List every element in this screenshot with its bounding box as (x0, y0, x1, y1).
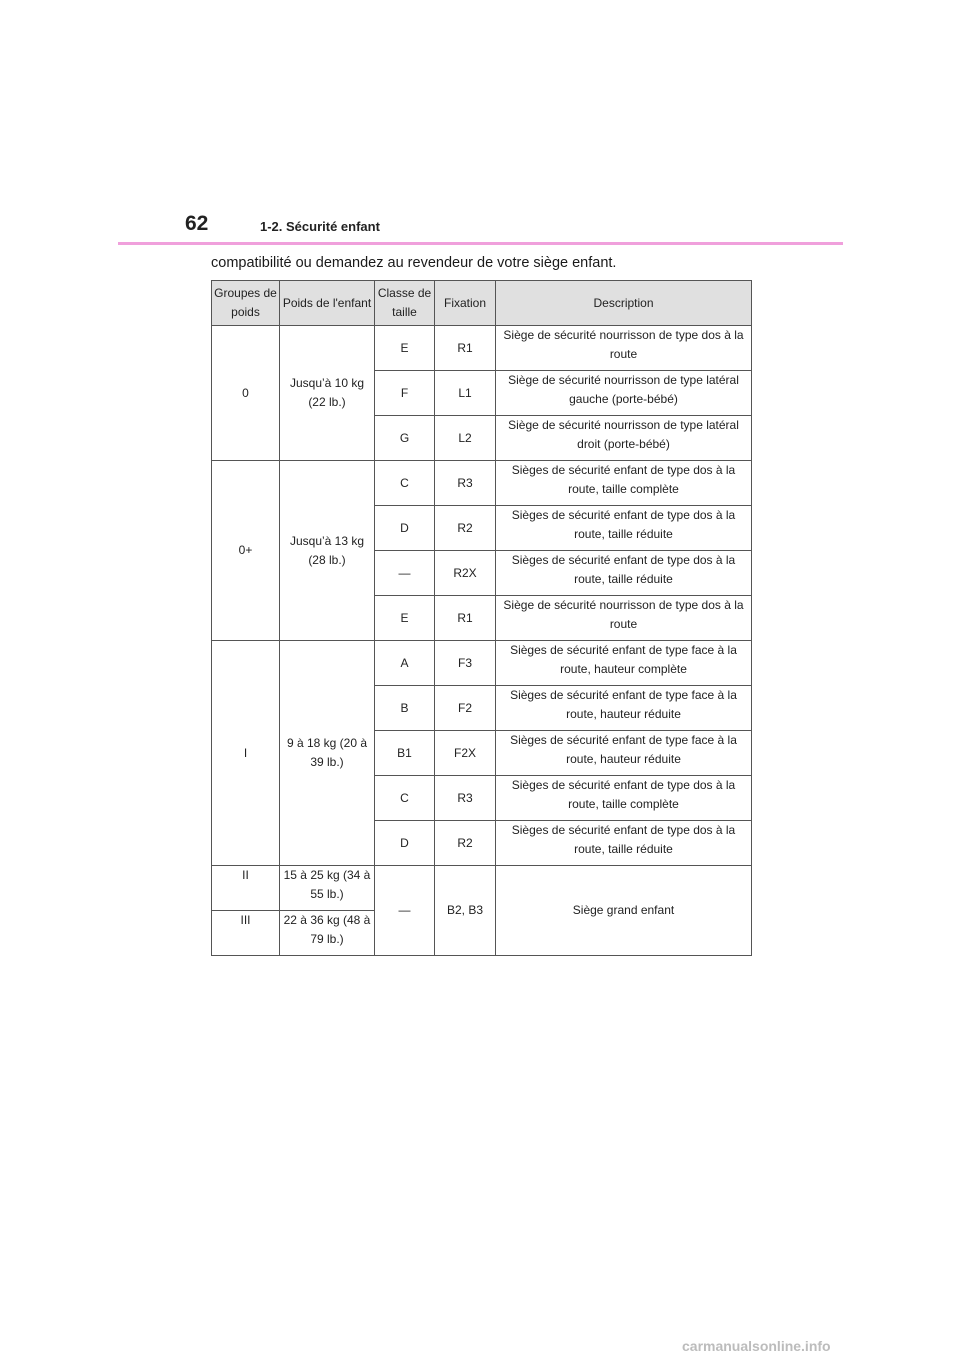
size-class-cell: A (375, 641, 435, 686)
table-row (212, 866, 752, 911)
header-size-class: Classe de taille (375, 281, 435, 326)
description-cell: Siège grand enfant (496, 866, 752, 956)
size-class-cell: F (375, 371, 435, 416)
page-number: 62 (185, 212, 209, 235)
description-cell: Siège de sécurité nourrisson de type latéral gauche (porte-bébé) (496, 371, 752, 416)
size-class-cell: D (375, 821, 435, 866)
description-cell: Sièges de sécurité enfant de type face à la route, hauteur réduite (496, 731, 752, 776)
size-class-cell: C (375, 461, 435, 506)
fixation-cell: F2 (435, 686, 496, 731)
description-cell: Sièges de sécurité enfant de type dos à la route, taille complète (496, 461, 752, 506)
size-class-cell: B1 (375, 731, 435, 776)
weight-group-cell: II (212, 866, 280, 911)
child-weight-cell: Jusqu’à 10 kg (22 lb.) (280, 326, 375, 461)
fixation-cell: R2 (435, 821, 496, 866)
size-class-cell: — (375, 551, 435, 596)
header-weight-group: Groupes de poids (212, 281, 280, 326)
weight-group-cell: I (212, 641, 280, 866)
table-row (212, 641, 752, 686)
intro-text: compatibilité ou demandez au revendeur de votre siège enfant. (211, 255, 617, 271)
size-class-cell: — (375, 866, 435, 956)
fixation-cell: R2X (435, 551, 496, 596)
description-cell: Siège de sécurité nourrisson de type latéral droit (porte-bébé) (496, 416, 752, 461)
description-cell: Sièges de sécurité enfant de type dos à la route, taille réduite (496, 821, 752, 866)
size-class-cell: D (375, 506, 435, 551)
fixation-cell: B2, B3 (435, 866, 496, 956)
size-class-cell: B (375, 686, 435, 731)
child-weight-cell: 22 à 36 kg (48 à 79 lb.) (280, 911, 375, 956)
header-rule (118, 242, 843, 245)
weight-group-cell: III (212, 911, 280, 956)
fixation-cell: F2X (435, 731, 496, 776)
size-class-cell: E (375, 326, 435, 371)
compatibility-table (211, 280, 752, 956)
section-title: 1-2. Sécurité enfant (260, 219, 380, 234)
watermark: carmanualsonline.info (682, 1338, 831, 1354)
table-row (212, 461, 752, 506)
child-weight-cell: 9 à 18 kg (20 à 39 lb.) (280, 641, 375, 866)
fixation-cell: R1 (435, 326, 496, 371)
description-cell: Sièges de sécurité enfant de type dos à la route, taille complète (496, 776, 752, 821)
table-row (212, 326, 752, 371)
fixation-cell: L2 (435, 416, 496, 461)
description-cell: Sièges de sécurité enfant de type dos à la route, taille réduite (496, 551, 752, 596)
description-cell: Sièges de sécurité enfant de type face à la route, hauteur réduite (496, 686, 752, 731)
description-cell: Sièges de sécurité enfant de type face à la route, hauteur complète (496, 641, 752, 686)
description-cell: Sièges de sécurité enfant de type dos à la route, taille réduite (496, 506, 752, 551)
size-class-cell: E (375, 596, 435, 641)
fixation-cell: R1 (435, 596, 496, 641)
size-class-cell: G (375, 416, 435, 461)
child-weight-cell: Jusqu’à 13 kg (28 lb.) (280, 461, 375, 641)
header-description: Description (496, 281, 752, 326)
child-weight-cell: 15 à 25 kg (34 à 55 lb.) (280, 866, 375, 911)
size-class-cell: C (375, 776, 435, 821)
fixation-cell: R3 (435, 461, 496, 506)
weight-group-cell: 0 (212, 326, 280, 461)
fixation-cell: L1 (435, 371, 496, 416)
header-fixation: Fixation (435, 281, 496, 326)
header-child-weight: Poids de l'enfant (280, 281, 375, 326)
fixation-cell: R2 (435, 506, 496, 551)
description-cell: Siège de sécurité nourrisson de type dos à la route (496, 326, 752, 371)
weight-group-cell: 0+ (212, 461, 280, 641)
fixation-cell: R3 (435, 776, 496, 821)
table-header-row (212, 281, 752, 326)
description-cell: Siège de sécurité nourrisson de type dos à la route (496, 596, 752, 641)
fixation-cell: F3 (435, 641, 496, 686)
